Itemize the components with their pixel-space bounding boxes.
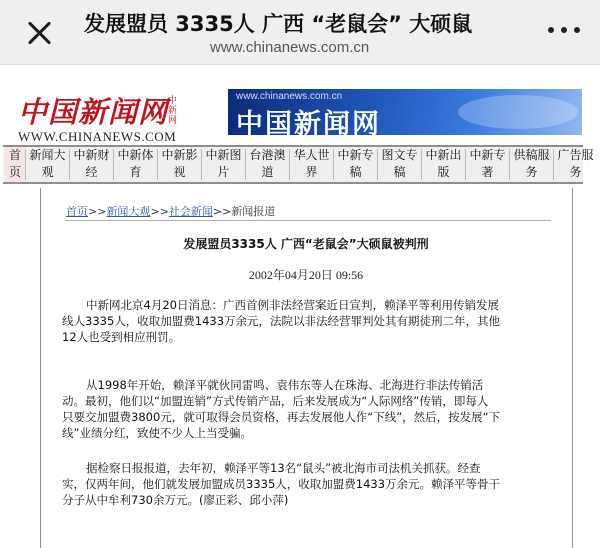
web-page bbox=[0, 65, 600, 540]
main-nav bbox=[3, 145, 594, 184]
nav-item-label: 育 bbox=[129, 165, 142, 179]
close-icon[interactable] bbox=[22, 16, 56, 50]
nav-item[interactable] bbox=[158, 147, 201, 182]
nav-item[interactable] bbox=[70, 147, 113, 182]
nav-item[interactable] bbox=[290, 147, 333, 182]
nav-item[interactable] bbox=[510, 147, 553, 182]
site-banner bbox=[228, 89, 582, 135]
nav-item-label: 经 bbox=[85, 165, 98, 179]
banner-decoration bbox=[458, 95, 578, 129]
banner-title: 中国新闻网 bbox=[236, 109, 381, 135]
nav-item-label: 首 bbox=[8, 148, 21, 162]
nav-item-label: 务 bbox=[525, 165, 538, 179]
paragraph-line: 实，仅两年间，他们就发展加盟成员3335人，收取加盟费1433万余元。赖泽平等骨干 bbox=[62, 477, 501, 491]
nav-item[interactable] bbox=[246, 147, 289, 182]
nav-item[interactable] bbox=[378, 147, 421, 182]
nav-item-label: 中新图 bbox=[205, 148, 242, 162]
nav-item-label: 中新体 bbox=[117, 148, 154, 162]
banner-url: www.chinanews.com.cn bbox=[236, 91, 343, 102]
nav-item-label: 稿 bbox=[349, 165, 362, 179]
breadcrumb-sep: >> bbox=[212, 205, 232, 218]
nav-item-label: 版 bbox=[437, 165, 450, 179]
article-date: 2002年04月20日 09:56 bbox=[248, 268, 364, 282]
paragraph-line: 12人也受到相应刑罚。 bbox=[62, 330, 181, 344]
nav-item-label: 中新专 bbox=[337, 148, 374, 162]
nav-item-label: 观 bbox=[41, 165, 54, 179]
nav-item-label: 中新出 bbox=[425, 148, 462, 162]
nav-item[interactable] bbox=[422, 147, 465, 182]
nav-item-label: 台港澳 bbox=[249, 148, 286, 162]
article-paragraph-1 bbox=[62, 297, 542, 345]
nav-item[interactable] bbox=[114, 147, 157, 182]
breadcrumb-social-link[interactable]: 社会新闻 bbox=[168, 205, 213, 218]
nav-item-label: 广告服 bbox=[557, 148, 594, 162]
page-domain: www.chinanews.com.cn bbox=[210, 39, 370, 56]
nav-item[interactable] bbox=[334, 147, 377, 182]
nav-item-label: 供稿服 bbox=[513, 148, 550, 162]
nav-item-label: 页 bbox=[8, 165, 21, 179]
article-paragraph-2 bbox=[62, 377, 542, 441]
nav-item-label: 中新影 bbox=[161, 148, 198, 162]
paragraph-line: 中新网北京4月20日消息：广西首例非法经营案近日宣判，赖泽平等利用传销发展 bbox=[86, 298, 499, 312]
logo-url: WWW.CHINANEWS.COM bbox=[18, 129, 177, 144]
nav-item[interactable] bbox=[554, 147, 597, 182]
breadcrumb-current: 新闻报道 bbox=[231, 205, 276, 218]
paragraph-line: 线”业绩分红，致使不少人上当受骗。 bbox=[62, 426, 252, 440]
breadcrumb-divider bbox=[65, 220, 551, 221]
breadcrumb-sep: >> bbox=[150, 205, 169, 218]
nav-item-label: 著 bbox=[481, 165, 494, 179]
article-title: 发展盟员3335人 广西“老鼠会”大硕鼠被判刑 bbox=[183, 237, 429, 251]
paragraph-line: 只要交加盟费3800元，就可取得会员资格，再去发展他人作“下线”，然后，按发展“下 bbox=[62, 410, 501, 424]
breadcrumb-news-link[interactable]: 新闻大观 bbox=[106, 205, 151, 218]
nav-item-label: 中新专 bbox=[469, 148, 506, 162]
page-title: 发展盟员 3335人 广西 “老鼠会” 大硕鼠 bbox=[84, 12, 473, 36]
paragraph-line: 分子从中牟利730余万元。(廖正彩、邱小萍) bbox=[62, 493, 289, 507]
article-paragraph-3 bbox=[62, 460, 542, 508]
paragraph-line: 动。最初，他们以“加盟连销”方式传销产品，后来发展成为“人际网络”传销，即每人 bbox=[62, 394, 489, 408]
paragraph-line: 从1998年开始，赖泽平就伙同雷鸣、袁伟东等人在珠海、北海进行非法传销活 bbox=[86, 378, 484, 392]
nav-item-label: 界 bbox=[305, 165, 318, 179]
breadcrumb-home-link[interactable]: 首页 bbox=[66, 205, 88, 218]
nav-item-label: 新闻大 bbox=[29, 148, 66, 162]
logo-text: 中国新闻网 bbox=[18, 95, 169, 129]
browser-toolbar bbox=[0, 0, 600, 65]
nav-item-label: 务 bbox=[569, 165, 582, 179]
site-logo[interactable] bbox=[18, 90, 176, 145]
nav-item-label: 视 bbox=[173, 165, 186, 179]
breadcrumb bbox=[66, 203, 275, 219]
nav-item-label: 稿 bbox=[393, 165, 406, 179]
logo-small-text: 中新网 bbox=[168, 96, 178, 126]
nav-item-label: 图文专 bbox=[381, 148, 418, 162]
nav-item-label: 道 bbox=[261, 165, 274, 179]
title-fade bbox=[480, 6, 524, 36]
more-options-icon[interactable] bbox=[548, 27, 584, 37]
nav-item[interactable] bbox=[5, 147, 25, 182]
nav-item-label: 片 bbox=[217, 165, 230, 179]
paragraph-line: 线人3335人，收取加盟费1433万余元，法院以非法经营罪判处其有期徒刑二年，其他 bbox=[62, 314, 501, 328]
nav-item[interactable] bbox=[466, 147, 509, 182]
paragraph-line: 据检察日报报道，去年初，赖泽平等13名“鼠头”被北海市司法机关抓获。经查 bbox=[86, 461, 481, 475]
nav-item[interactable] bbox=[26, 147, 69, 182]
breadcrumb-sep: >> bbox=[88, 205, 107, 218]
nav-item-label: 中新财 bbox=[73, 148, 110, 162]
nav-item-label: 华人世 bbox=[293, 148, 330, 162]
nav-item[interactable] bbox=[202, 147, 245, 182]
